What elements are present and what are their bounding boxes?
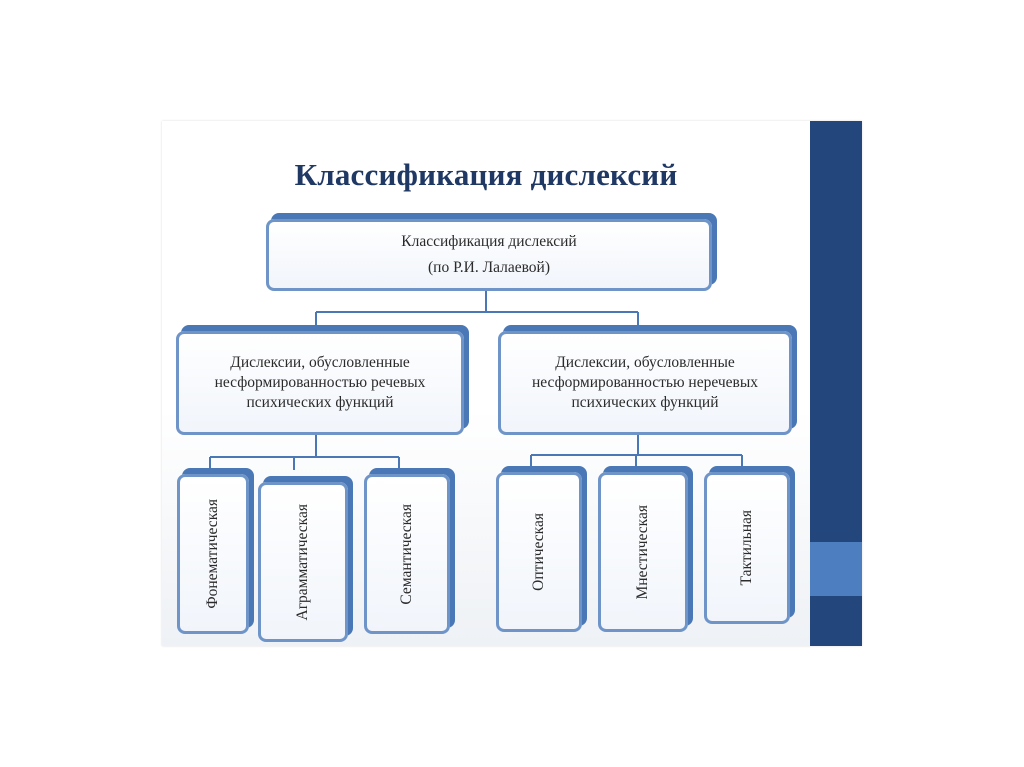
slide xyxy=(162,121,862,646)
root-node-line-2: (по Р.И. Лалаевой) xyxy=(427,259,551,276)
right-child-node xyxy=(598,472,688,632)
right-branch-line-1: Дислексии, обусловленные xyxy=(555,354,735,371)
right-child-label: Тактильная xyxy=(738,510,755,586)
right-branch-line-2: несформированностью неречевых xyxy=(531,374,758,391)
decorative-side-bar-accent xyxy=(810,542,862,596)
left-child-node xyxy=(177,474,249,634)
right-branch-node xyxy=(498,331,792,435)
left-branch-line-1: Дислексии, обусловленные xyxy=(230,354,410,371)
root-node xyxy=(266,219,712,291)
left-branch-line-3: психических функций xyxy=(246,394,394,411)
left-branch-line-2: несформированностью речевых xyxy=(214,374,426,391)
slide-title: Классификация дислексий xyxy=(294,157,678,192)
left-child-label: Фонематическая xyxy=(204,499,221,609)
left-branch-node xyxy=(176,331,464,435)
left-child-node xyxy=(258,482,348,642)
root-node-line-1: Классификация дислексий xyxy=(401,233,577,250)
right-child-node xyxy=(496,472,582,632)
right-child-label: Оптическая xyxy=(530,513,547,591)
right-child-label: Мнестическая xyxy=(634,504,651,600)
left-child-label: Семантическая xyxy=(398,503,415,605)
right-branch-line-3: психических функций xyxy=(571,394,719,411)
right-child-node xyxy=(704,472,790,624)
left-child-label: Аграмматическая xyxy=(294,503,311,621)
left-child-node xyxy=(364,474,450,634)
